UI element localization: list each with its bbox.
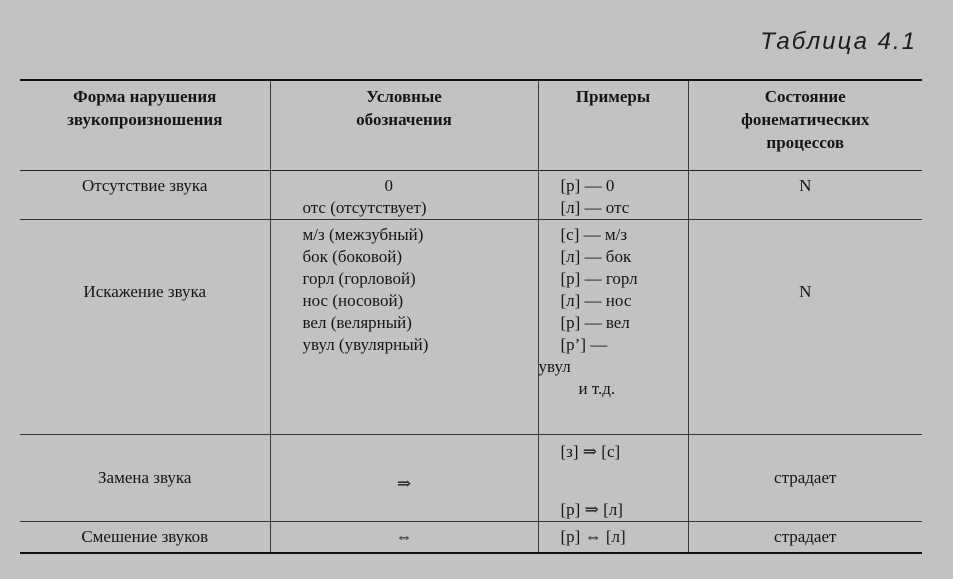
row-form: Смешение звуков <box>20 521 270 553</box>
row-examples: [с] — м/з [л] — бок [р] — горл [л] — нос [р] — вел [р’] — увул и т.д. <box>538 219 688 434</box>
row-state: страдает <box>688 521 922 553</box>
row-examples: [р] ⇔ [л] <box>538 521 688 553</box>
table-row <box>20 434 922 521</box>
row-form: Замена звука <box>20 434 270 521</box>
table-row <box>20 170 922 219</box>
row-symbols: ⇔ <box>270 521 538 553</box>
row-state: N <box>688 170 922 219</box>
table-row <box>20 521 922 553</box>
row-examples: [р] — 0 [л] — отс <box>538 170 688 219</box>
header-symbols: Условные обозначения <box>270 80 538 170</box>
row-state: N <box>688 219 922 434</box>
row-form: Искажение звука <box>20 219 270 434</box>
table-row <box>20 219 922 434</box>
row-symbols: 0 отс (отсутствует) <box>270 170 538 219</box>
header-state: Состояние фонематических процессов <box>688 80 922 170</box>
row-form: Отсутствие звука <box>82 175 208 195</box>
header-row <box>20 80 922 170</box>
row-examples: [з] ⇒ [с] [р] ⇒ [л] <box>538 434 688 521</box>
table-caption: Таблица 4.1 <box>760 28 917 55</box>
row-symbols: м/з (межзубный) бок (боковой) горл (горловой) нос (носовой) вел (велярный) увул (увулярный) <box>270 219 538 434</box>
row-symbols: ⇒ <box>270 434 538 521</box>
header-form: Форма нарушения звукопроизношения <box>20 80 270 170</box>
sound-disorder-table <box>20 79 922 554</box>
header-examples: Примеры <box>538 80 688 170</box>
row-state: страдает <box>688 434 922 521</box>
